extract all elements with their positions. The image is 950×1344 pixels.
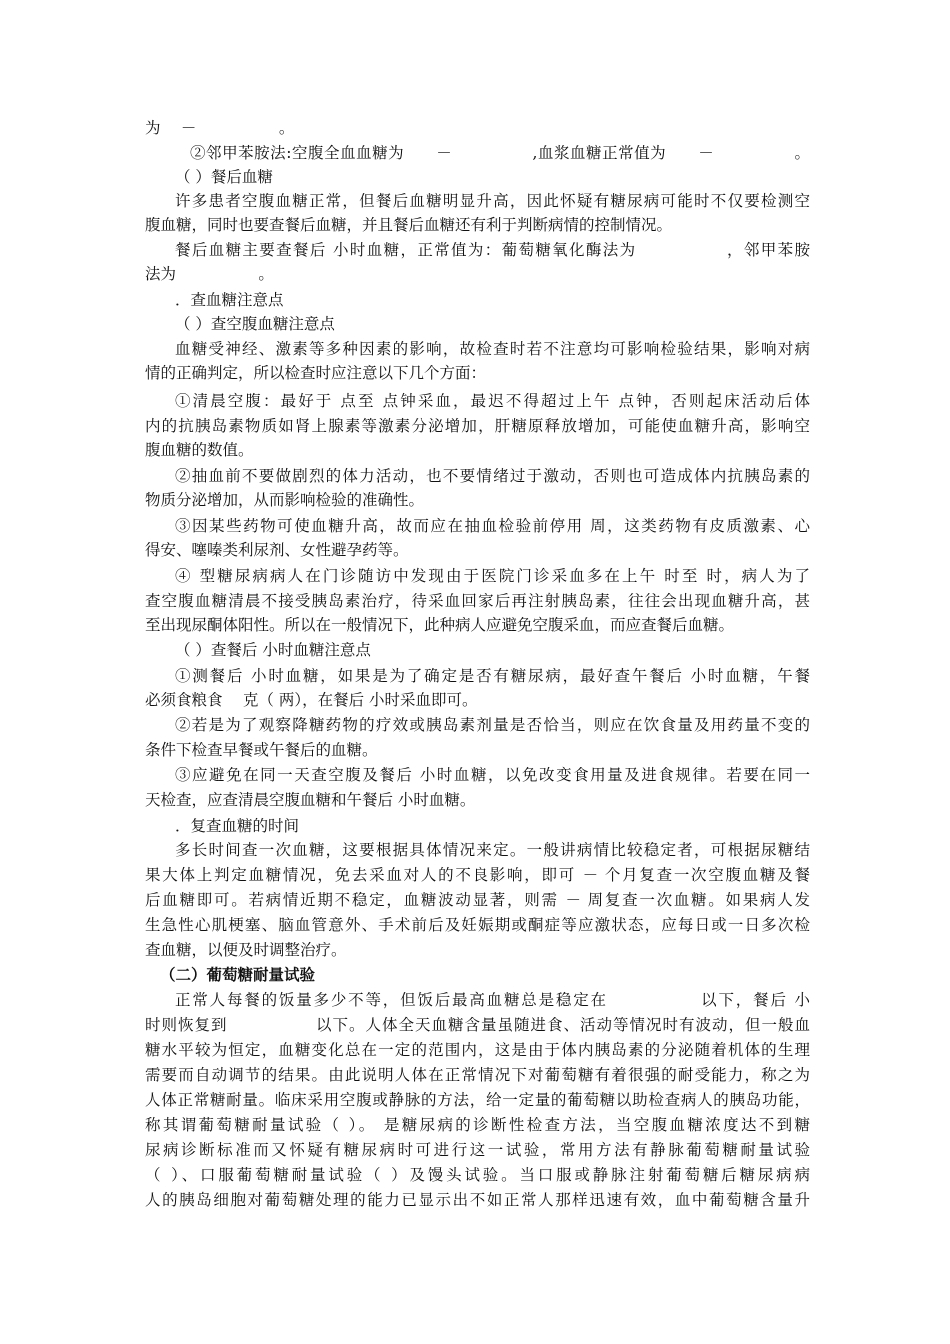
text-line: 正常人每餐的饭量多少不等，但饭后最高血糖总是稳定在 以下，餐后 小 <box>175 991 810 1009</box>
text-line: 必须食粮食 克（ 两），在餐后 小时采血即可。 <box>145 691 478 709</box>
section-heading: ．查血糖注意点 <box>175 291 284 309</box>
text-line: 需要而自动调节的结果。由此说明人体在正常情况下对葡萄糖有着很强的耐受能力，称之为 <box>145 1066 810 1084</box>
text-line: 糖水平较为恒定，血糖变化总在一定的范围内，这是由于体内胰岛素的分泌随着机体的生理 <box>145 1041 810 1059</box>
text-line: ①清晨空腹：最好于 点至 点钟采血，最迟不得超过上午 点钟，否则起床活动后体 <box>175 392 810 410</box>
text-line: ②抽血前不要做剧烈的体力活动，也不要情绪过于激动，否则也可造成体内抗胰岛素的 <box>175 467 810 485</box>
text-line: 腹血糖的数值。 <box>145 441 254 459</box>
text-line: ②邻甲苯胺法:空腹全血血糖为 － ,血浆血糖正常值为 － 。 <box>190 144 810 162</box>
section-heading: （ ）查餐后 小时血糖注意点 <box>175 641 371 659</box>
text-line: ①测餐后 小时血糖，如果是为了确定是否有糖尿病，最好查午餐后 小时血糖，午餐 <box>175 667 810 685</box>
text-line: 条件下检查早餐或午餐后的血糖。 <box>145 741 378 759</box>
text-line: 为 － 。 <box>145 119 295 137</box>
text-line: 生急性心肌梗塞、脑血管意外、手术前后及妊娠期或酮症等应激状态，应每日或一日多次检 <box>145 916 810 934</box>
text-line: 多长时间查一次血糖，这要根据具体情况来定。一般讲病情比较稳定者，可根据尿糖结 <box>175 841 810 859</box>
text-line: 称其谓葡萄糖耐量试验（ ）。 是糖尿病的诊断性检查方法，当空腹血糖浓度达不到糖 <box>145 1116 810 1134</box>
text-line: 情的正确判定，所以检查时应注意以下几个方面： <box>145 364 487 382</box>
text-line: 后血糖即可。若病情近期不稳定，血糖波动显著，则需 － 周复查一次血糖。如果病人发 <box>145 891 810 909</box>
text-line: 餐后血糖主要查餐后 小时血糖，正常值为：葡萄糖氧化酶法为 ，邻甲苯胺 <box>175 241 810 259</box>
text-line: 许多患者空腹血糖正常，但餐后血糖明显升高，因此怀疑有糖尿病可能时不仅要检测空 <box>175 192 810 210</box>
text-line: 人体正常糖耐量。临床采用空腹或静脉的方法，给一定量的葡萄糖以助检查病人的胰岛功能， <box>145 1091 810 1109</box>
text-line: 尿病诊断标准而又怀疑有糖尿病时可进行这一试验，常用方法有静脉葡萄糖耐量试验 <box>145 1141 810 1159</box>
text-line: 得安、噻嗪类利尿剂、女性避孕药等。 <box>145 541 409 559</box>
text-line: ③应避免在同一天查空腹及餐后 小时血糖，以免改变食用量及进食规律。若要在同一 <box>175 766 810 784</box>
text-line: 血糖受神经、激素等多种因素的影响，故检查时若不注意均可影响检验结果，影响对病 <box>175 340 810 358</box>
text-line: 人的胰岛细胞对葡萄糖处理的能力已显示出不如正常人那样迅速有效，血中葡萄糖含量升 <box>145 1191 810 1209</box>
text-line: 物质分泌增加，从而影响检验的准确性。 <box>145 491 425 509</box>
text-line: 查空腹血糖清晨不接受胰岛素治疗，待采血回家后再注射胰岛素，往往会出现血糖升高，甚 <box>145 592 810 610</box>
section-heading: （ ）餐后血糖 <box>175 168 273 186</box>
text-line: ②若是为了观察降糖药物的疗效或胰岛素剂量是否恰当，则应在饮食量及用药量不变的 <box>175 716 810 734</box>
section-heading: ．复查血糖的时间 <box>175 817 300 835</box>
section-title: （二）葡萄糖耐量试验 <box>160 966 316 984</box>
text-line: 法为 。 <box>145 265 274 283</box>
text-line: 内的抗胰岛素物质如肾上腺素等激素分泌增加，肝糖原释放增加，可能使血糖升高，影响空 <box>145 417 810 435</box>
text-line: 腹血糖，同时也要查餐后血糖，并且餐后血糖还有利于判断病情的控制情况。 <box>145 216 673 234</box>
text-line: 果大体上判定血糖情况，免去采血对人的不良影响，即可 － 个月复查一次空腹血糖及餐 <box>145 866 810 884</box>
text-line: ③因某些药物可使血糖升高，故而应在抽血检验前停用 周，这类药物有皮质激素、心 <box>175 517 810 535</box>
text-line: 天检查，应查清晨空腹血糖和午餐后 小时血糖。 <box>145 791 476 809</box>
text-line: 至出现尿酮体阳性。所以在一般情况下，此种病人应避免空腹采血，而应查餐后血糖。 <box>145 616 735 634</box>
text-line: 时则恢复到 以下。人体全天血糖含量虽随进食、活动等情况时有波动，但一般血 <box>145 1016 810 1034</box>
text-line: 查血糖，以便及时调整治疗。 <box>145 941 347 959</box>
section-heading: （ ）查空腹血糖注意点 <box>175 315 335 333</box>
text-line: ④ 型糖尿病病人在门诊随访中发现由于医院门诊采血多在上午 时至 时，病人为了 <box>175 567 810 585</box>
text-line: （ ）、口服葡萄糖耐量试验（ ）及馒头试验。当口服或静脉注射葡萄糖后糖尿病病 <box>145 1166 810 1184</box>
